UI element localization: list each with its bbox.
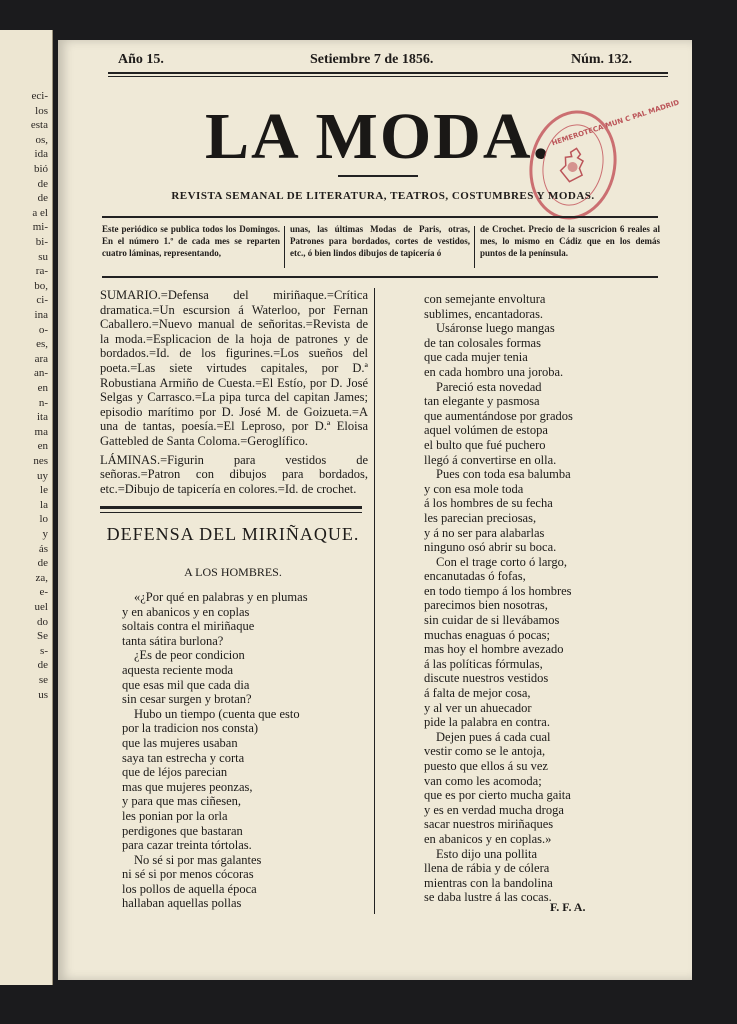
poem-line: sin cesar surgen y brotan? <box>122 692 252 707</box>
poem-line: llegó á convertirse en olla. <box>424 452 557 467</box>
left-page-fragment: bi- <box>35 236 48 248</box>
stamp-text: HEMEROTECA MUN C PAL MADRID <box>550 98 681 148</box>
poem-line: que cada mujer tenia <box>424 350 528 365</box>
poem-line: encanutadas ó fofas, <box>424 569 526 584</box>
left-page-fragment: lo <box>39 513 48 526</box>
poem-line: y es en verdad mucha droga <box>424 802 564 817</box>
poem-line: «¿Por qué en palabras y en plumas <box>134 590 308 604</box>
left-page-fragment: le <box>40 484 48 497</box>
poem-line: llena de rábia y de cólera <box>424 861 550 876</box>
poem-line: y con esa mole toda <box>424 481 524 496</box>
left-page-fragment: de <box>37 177 48 190</box>
left-page-fragment: s- <box>40 644 48 657</box>
poem-line: vestir como se le antoja, <box>424 744 546 759</box>
crest-icon <box>552 142 594 188</box>
left-page-fragment: de <box>37 192 48 205</box>
left-page-fragment: mi- <box>32 221 48 234</box>
column-divider <box>374 288 375 914</box>
poem-line: van como les acomoda; <box>424 773 542 788</box>
poem-line: á los hombres de su fecha <box>424 496 553 511</box>
left-page-fragment: za, <box>35 571 48 584</box>
section-rule-thick <box>100 506 362 509</box>
poem-line: los pollos de aquella época <box>122 881 257 896</box>
left-page-fragment: bo, <box>34 279 48 292</box>
poem-line: mas que mujeres peonzas, <box>122 779 253 794</box>
poem-line: mas hoy el hombre avezado <box>424 642 564 657</box>
left-page-fragment: do <box>37 615 48 628</box>
left-page-fragment: o- <box>38 323 48 336</box>
poem-line: Esto dijo una pollita <box>436 846 538 861</box>
left-page-fragment: de <box>37 557 48 570</box>
poem-line: soltais contra el miriñaque <box>122 619 255 634</box>
article-heading: DEFENSA DEL MIRIÑAQUE. <box>106 524 360 544</box>
left-page-fragment: ara <box>34 352 48 365</box>
poem-line: muchas enaguas ó pocas; <box>424 627 551 642</box>
poem-line: Pues con toda esa balumba <box>436 467 571 482</box>
left-page-fragment: los <box>35 104 48 117</box>
signature: F. F. A. <box>550 900 586 914</box>
notice-col-1: Este periódico se publica todos los Domingos. En el número 1.º de cada mes se reparten cuatro láminas, representando, <box>102 224 280 258</box>
left-page-fragment: esta <box>30 119 48 132</box>
sumario-block <box>100 288 368 496</box>
header-rule-thin <box>108 76 668 77</box>
poem-line: con semejante envoltura <box>424 292 546 306</box>
left-page-fragment: de <box>37 659 48 672</box>
poem-line: Hubo un tiempo (cuenta que esto <box>134 706 300 721</box>
left-page-fragment: ida <box>34 148 48 161</box>
poem-line: sin cuidar de si llevábamos <box>424 613 560 628</box>
poem-line: á las políticas fórmulas, <box>424 656 543 671</box>
poem-line: sublimes, encantadoras. <box>424 306 544 321</box>
poem-line: mientras con la bandolina <box>424 875 553 890</box>
poem-line: que es por cierto mucha gaita <box>424 788 571 803</box>
left-page-fragment: ina <box>34 309 48 321</box>
left-page-fragment: n- <box>38 396 48 409</box>
left-page-fragment: su <box>38 250 48 263</box>
poem-line: Usáronse luego mangas <box>436 321 555 336</box>
poem-line: puesto que ellos á su vez <box>424 759 548 773</box>
poem-line: y en abanicos y en coplas <box>122 604 250 619</box>
poem-line: parecimos bien nosotras, <box>424 598 548 613</box>
notice-rule-top <box>102 216 658 218</box>
poem-line: que de léjos parecian <box>122 765 228 780</box>
poem-line: en todo tiempo á los hombres <box>424 583 572 598</box>
poem-line: se daba lustre á las cocas. <box>424 890 552 905</box>
poem-line: en abanicos y en coplas.» <box>424 831 552 846</box>
issue-year: Año 15. <box>118 52 164 67</box>
left-page-fragment: ita <box>37 411 48 424</box>
left-page-fragment: uel <box>34 601 48 613</box>
poem-line: el bulto que fué puchero <box>424 437 546 452</box>
poem-line: Dejen pues á cada cual <box>436 729 551 744</box>
header-rule <box>108 72 668 74</box>
left-page-fragment: eci- <box>31 90 48 102</box>
left-page-fragment: en <box>37 382 48 394</box>
notice-divider-2 <box>474 226 475 268</box>
left-page-fragment: nes <box>33 455 48 467</box>
left-page-fragment: ma <box>34 425 48 438</box>
poem-line: ninguno osó abrir su boca. <box>424 540 557 555</box>
poem-line: les ponian por la orla <box>122 808 228 823</box>
left-page-fragment: ra- <box>35 265 48 278</box>
left-page-fragment: os, <box>35 133 48 146</box>
left-page-fragment: Se <box>37 630 48 643</box>
poem-line: les parecian preciosas, <box>424 510 537 525</box>
left-page-fragment: an- <box>33 367 48 380</box>
sumario-text: SUMARIO.=Defensa del miriñaque.=Crítica dramatica.=Un escursion á Waterloo, por Fernan Caballero.=Nuevo manual de señoritas.=Revista de la moda.=Esplicacion de la hoja de patrones y de bordados.=Id. de los figurines.=Los sueños del poeta.=Las siete virtudes capitales, por D.ª Robustiana Armiño de Cuesta.=El Estío, por D. José Selgas y Carrasco.=La pipa turca del capitan James; episodio marítimo por D. José M. de Goizueta.=A una de tantas, poesía.=El Leproso, por D.ª Eloisa Gattebled de Santa Coloma.=Geroglífico. <box>100 288 368 448</box>
poem-line: hallaban aquellas pollas <box>122 896 242 911</box>
notice-rule-bottom <box>102 276 658 278</box>
left-page-fragment: se <box>38 674 48 686</box>
poem-line: que las mujeres usaban <box>122 735 238 750</box>
notice-col-3: de Crochet. Precio de la suscricion 6 reales al mes, lo mismo en Cádiz que en los demás puntos de la península. <box>480 224 660 258</box>
notice-col-2: unas, las últimas Modas de Paris, otras, Patrones para bordados, cortes de vestidos, etc., ó bien lindos dibujos de tapicería ó <box>290 224 470 258</box>
left-page-fragment: es, <box>36 338 48 351</box>
left-page-fragment: us <box>38 688 48 701</box>
poem-line: por la tradicion nos consta) <box>122 721 259 736</box>
left-page-edge <box>0 30 53 985</box>
poem-left-column <box>122 590 372 911</box>
poem-line: perdigones que bastaran <box>122 823 243 838</box>
left-page-fragment: y <box>42 528 48 540</box>
poem-line: de tan colosales formas <box>424 335 541 350</box>
issue-date: Setiembre 7 de 1856. <box>310 52 434 67</box>
poem-line: tan elegante y pasmosa <box>424 394 540 409</box>
left-page-fragment: a el <box>32 206 48 219</box>
masthead-title: LA MODA. <box>205 100 551 173</box>
poem-line: aquel volúmen de estopa <box>424 423 548 438</box>
poem-line: sacar nuestros miriñaques <box>424 817 554 832</box>
poem-line: pide la palabra en contra. <box>424 715 550 730</box>
poem-line: aquesta reciente moda <box>122 662 234 677</box>
poem-line: ¿Es de peor condicion <box>134 648 245 663</box>
laminas-text: LÁMINAS.=Figurin para vestidos de señoras.=Patron con dibujos para bordados, etc.=Dibujo de tapicería en colores.=Id. de crochet. <box>100 452 368 496</box>
poem-line: y para que mas ciñesen, <box>122 794 242 809</box>
poem-line: saya tan estrecha y corta <box>122 750 245 765</box>
section-rule-thin <box>100 512 362 513</box>
poem-line: para cazar treinta tórtolas. <box>122 838 252 853</box>
poem-line: discute nuestros vestidos <box>424 671 549 686</box>
poem-line: Con el trage corto ó largo, <box>436 554 567 569</box>
header-row <box>58 52 692 72</box>
poem-line: á falta de mejor cosa, <box>424 686 531 701</box>
left-page-fragment: e- <box>39 586 48 599</box>
poem-right-column <box>424 292 674 905</box>
notice-divider-1 <box>284 226 285 268</box>
newspaper-page <box>58 40 692 980</box>
left-page-fragment: ás <box>38 542 48 555</box>
poem-line: y á no ser para alabarlas <box>424 525 545 540</box>
poem-line: y al ver un ahuecador <box>424 700 532 715</box>
left-page-fragment: la <box>40 498 48 511</box>
masthead-subtitle: REVISTA SEMANAL DE LITERATURA, TEATROS, COSTUMBRES Y MODAS. <box>171 190 595 202</box>
left-page-fragment: bió <box>33 163 48 175</box>
left-page-fragment: uy <box>37 469 48 482</box>
poem-line: que aumentándose por grados <box>424 408 573 423</box>
left-page-fragment: ci- <box>36 294 48 307</box>
title-ornament <box>338 175 418 177</box>
poem-line: No sé si por mas galantes <box>134 852 262 867</box>
left-page-fragment: en <box>37 440 48 453</box>
article-subheading: A LOS HOMBRES. <box>184 565 282 579</box>
poem-line: Pareció esta novedad <box>436 379 542 394</box>
poem-line: en cada hombro una joroba. <box>424 364 564 379</box>
issue-number: Núm. 132. <box>571 52 633 67</box>
poem-line: que esas mil que cada dia <box>122 677 250 692</box>
poem-line: ni sé si por menos cócoras <box>122 867 254 882</box>
poem-line: tanta sátira burlona? <box>122 633 224 648</box>
